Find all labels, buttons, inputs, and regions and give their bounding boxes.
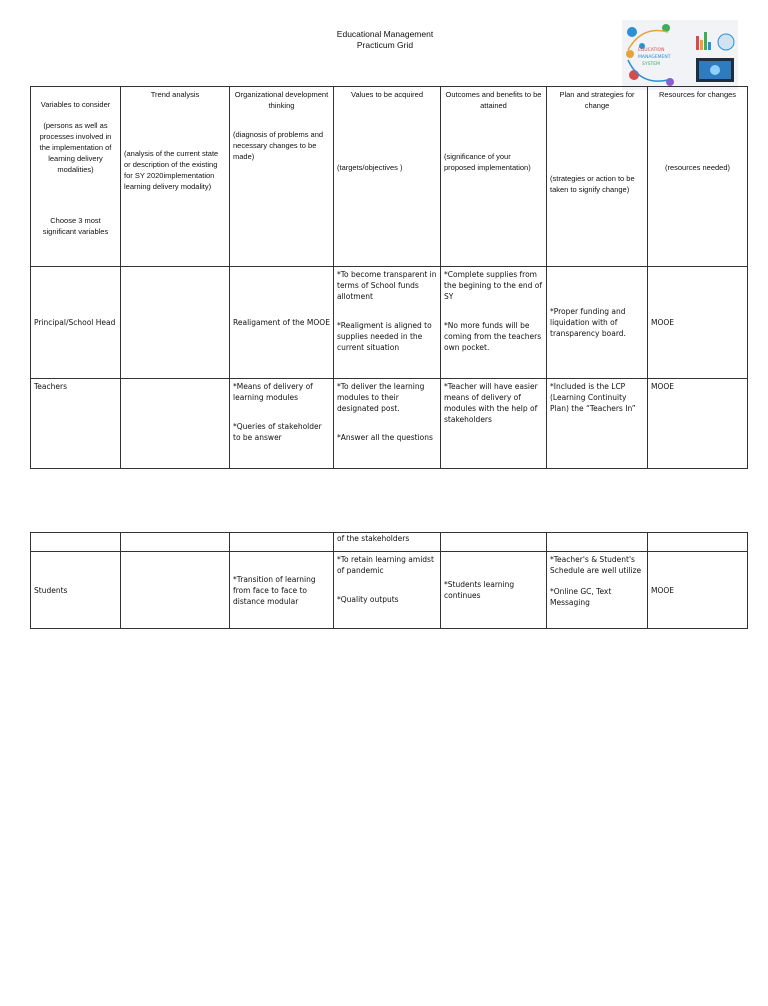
cell-outcomes: *Students learning continues (441, 552, 547, 629)
cell-trend (121, 379, 230, 469)
title-line-1: Educational Management (336, 29, 434, 39)
practicum-grid-table (30, 86, 748, 469)
header-od-note: (diagnosis of problems and necessary changes to be made) (233, 130, 324, 161)
cell-outcomes (441, 533, 547, 552)
cell-variable: Principal/School Head (31, 267, 121, 379)
header-od-title: Organizational development thinking (234, 90, 329, 110)
cell-values-item: *To deliver the learning modules to their designated post. (337, 382, 425, 413)
cell-values-item: *To retain learning amidst of pandemic (337, 555, 434, 575)
cell-od: *Transition of learning from face to face to distance modular (230, 552, 334, 629)
cell-plan (547, 552, 648, 629)
header-plan-note: (strategies or action to be taken to signify change) (550, 174, 635, 194)
header-variables (31, 87, 121, 267)
header-plan-title: Plan and strategies for change (559, 90, 635, 110)
header-od-thinking (230, 87, 334, 267)
header-variables-choose: Choose 3 most significant variables (42, 216, 109, 236)
svg-text:SYSTEM: SYSTEM (642, 62, 660, 67)
cell-values-item: *Realigment is aligned to supplies needed in the current situation (337, 321, 432, 352)
title-line-2: Practicum Grid (356, 40, 414, 50)
header-row (31, 87, 748, 267)
cell-resources (648, 533, 748, 552)
cell-od-item: *Means of delivery of learning modules (233, 382, 313, 402)
cell-plan-item: *Online GC, Text Messaging (550, 587, 612, 607)
table-row-teachers (31, 379, 748, 469)
cell-resources: MOOE (648, 379, 748, 469)
header-trend-note: (analysis of the current state or description of the existing for SY 2020implementation learning delivery modality) (124, 149, 219, 191)
header-values-title: Values to be acquired (351, 90, 423, 99)
svg-text:MANAGEMENT: MANAGEMENT (638, 55, 671, 60)
cell-outcomes-item: *Complete supplies from the begining to the end of SY (444, 270, 542, 301)
header-plan (547, 87, 648, 267)
header-variables-note: (persons as well as processes involved in the implementation of learning delivery modalities) (39, 121, 112, 174)
table-row-continuation (31, 533, 748, 552)
header-outcomes-note: (significance of your proposed implementation) (444, 152, 531, 172)
cell-plan: *Proper funding and liquidation with of transparency board. (547, 267, 648, 379)
cell-plan (547, 533, 648, 552)
svg-text:EDUCATION: EDUCATION (638, 48, 665, 53)
practicum-grid-table-continued (30, 532, 748, 629)
cell-od-item: *Queries of stakeholder to be answer (233, 422, 322, 442)
cell-values-item: *To become transparent in terms of School funds allotment (337, 270, 437, 301)
cell-values (334, 267, 441, 379)
header-outcomes-title: Outcomes and benefits to be attained (445, 90, 542, 110)
table-row-principal (31, 267, 748, 379)
cell-values-item: *Answer all the questions (337, 433, 433, 442)
cell-trend (121, 533, 230, 552)
cell-outcomes: *Teacher will have easier means of delivery of modules with the help of stakeholders (441, 379, 547, 469)
cell-variable: Teachers (31, 379, 121, 469)
cell-resources: MOOE (648, 552, 748, 629)
cell-outcomes (441, 267, 547, 379)
cell-values (334, 379, 441, 469)
header-values-note: (targets/objectives ) (337, 163, 403, 172)
header-resources (648, 87, 748, 267)
header-resources-note: (resources needed) (664, 163, 731, 172)
cell-od (230, 533, 334, 552)
cell-variable (31, 533, 121, 552)
education-management-logo (622, 20, 738, 90)
cell-resources: MOOE (648, 267, 748, 379)
cell-values-item: *Quality outputs (337, 595, 399, 604)
cell-trend (121, 267, 230, 379)
cell-plan: *Included is the LCP (Learning Continuity Plan) the “Teachers In” (547, 379, 648, 469)
header-trend-title: Trend analysis (150, 90, 200, 99)
cell-od (230, 379, 334, 469)
header-outcomes (441, 87, 547, 267)
header-values (334, 87, 441, 267)
cell-variable: Students (31, 552, 121, 629)
header-resources-title: Resources for changes (658, 90, 737, 99)
logo-graphic (622, 20, 738, 90)
cell-trend (121, 552, 230, 629)
cell-plan-item: *Teacher's & Student's Schedule are well utilize (550, 555, 642, 575)
cell-od: Realigament of the MOOE (230, 267, 334, 379)
header-variables-title: Variables to consider (40, 100, 111, 109)
cell-outcomes-item: *No more funds will be coming from the teachers own pocket. (444, 321, 542, 352)
header-trend-analysis (121, 87, 230, 267)
table-row-students (31, 552, 748, 629)
document-title (300, 29, 470, 51)
cell-values: of the stakeholders (334, 533, 441, 552)
cell-values (334, 552, 441, 629)
